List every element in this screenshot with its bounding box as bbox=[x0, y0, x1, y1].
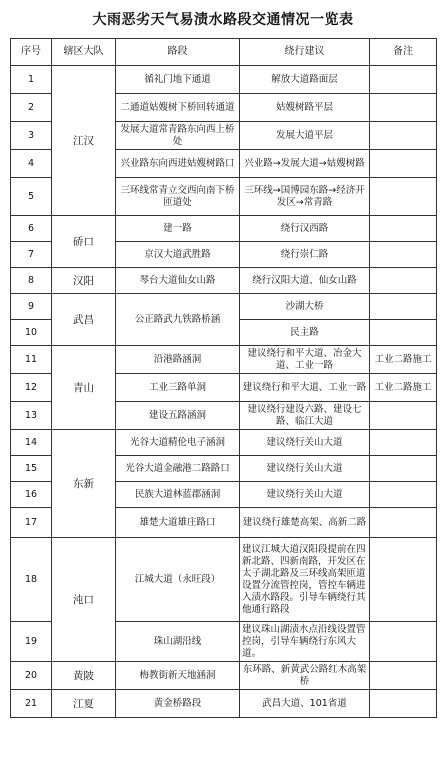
detour-cell: 建议绕行和平大道、工业一路 bbox=[240, 374, 370, 402]
detour-cell: 民主路 bbox=[240, 320, 370, 346]
district-cell: 东新 bbox=[52, 430, 116, 538]
road-cell: 琴台大道仙女山路 bbox=[116, 268, 240, 294]
row-no: 10 bbox=[11, 320, 52, 346]
note-cell bbox=[370, 268, 437, 294]
note-cell bbox=[370, 508, 437, 538]
road-cell: 兴业路东向西进姑嫂树路口 bbox=[116, 150, 240, 178]
row-no: 12 bbox=[11, 374, 52, 402]
row-no: 16 bbox=[11, 482, 52, 508]
table-row bbox=[11, 216, 437, 242]
row-no: 14 bbox=[11, 430, 52, 456]
road-cell: 沿港路涵洞 bbox=[116, 346, 240, 374]
note-cell bbox=[370, 150, 437, 178]
district-cell: 青山 bbox=[52, 346, 116, 430]
row-no: 19 bbox=[11, 622, 52, 662]
detour-cell: 绕行崇仁路 bbox=[240, 242, 370, 268]
district-cell: 沌口 bbox=[52, 538, 116, 662]
road-cell: 三环线常青立交西向南下桥匝道处 bbox=[116, 178, 240, 216]
road-cell: 光谷大道金融港二路路口 bbox=[116, 456, 240, 482]
note-cell bbox=[370, 94, 437, 122]
detour-cell: 建议绕行关山大道 bbox=[240, 456, 370, 482]
note-cell: 工业二路施工 bbox=[370, 346, 437, 374]
road-cell: 京汉大道武胜路 bbox=[116, 242, 240, 268]
note-cell bbox=[370, 242, 437, 268]
note-cell: 工业二路施工 bbox=[370, 374, 437, 402]
note-cell bbox=[370, 622, 437, 662]
traffic-table bbox=[10, 38, 437, 718]
row-no: 17 bbox=[11, 508, 52, 538]
district-cell: 江夏 bbox=[52, 690, 116, 718]
detour-cell: 绕行汉西路 bbox=[240, 216, 370, 242]
table-row bbox=[11, 346, 437, 374]
detour-cell: 建议绕行关山大道 bbox=[240, 430, 370, 456]
detour-cell: 兴业路→发展大道→姑嫂树路 bbox=[240, 150, 370, 178]
detour-cell: 武昌大道、101省道 bbox=[240, 690, 370, 718]
district-cell: 江汉 bbox=[52, 66, 116, 216]
table-row bbox=[11, 66, 437, 94]
table-row bbox=[11, 690, 437, 718]
table-row bbox=[11, 294, 437, 320]
detour-cell: 建议珠山湖渍水点沿线设置管控岗，引导车辆绕行东风大道。 bbox=[240, 622, 370, 662]
header-district: 辖区大队 bbox=[52, 39, 116, 66]
detour-cell: 三环线→国博园东路→经济开发区→常青路 bbox=[240, 178, 370, 216]
note-cell bbox=[370, 66, 437, 94]
road-cell: 民族大道林蓝郡涵洞 bbox=[116, 482, 240, 508]
row-no: 8 bbox=[11, 268, 52, 294]
note-cell bbox=[370, 662, 437, 690]
note-cell bbox=[370, 320, 437, 346]
row-no: 15 bbox=[11, 456, 52, 482]
note-cell bbox=[370, 122, 437, 150]
row-no: 7 bbox=[11, 242, 52, 268]
road-cell: 雄楚大道雄庄路口 bbox=[116, 508, 240, 538]
road-cell: 发展大道常青路东向西上桥处 bbox=[116, 122, 240, 150]
detour-cell: 东环路、新黄武公路红木高架桥 bbox=[240, 662, 370, 690]
row-no: 6 bbox=[11, 216, 52, 242]
road-cell: 光谷大道精伦电子涵洞 bbox=[116, 430, 240, 456]
row-no: 20 bbox=[11, 662, 52, 690]
page-title: 大雨恶劣天气易渍水路段交通情况一览表 bbox=[92, 12, 354, 28]
row-no: 9 bbox=[11, 294, 52, 320]
row-no: 18 bbox=[11, 538, 52, 622]
row-no: 3 bbox=[11, 122, 52, 150]
header-note: 备注 bbox=[370, 39, 437, 66]
table-header-row bbox=[11, 39, 437, 66]
road-cell: 建设五路涵洞 bbox=[116, 402, 240, 430]
detour-cell: 建议绕行建设六路、建设七路、临江大道 bbox=[240, 402, 370, 430]
table-row bbox=[11, 662, 437, 690]
road-cell: 循礼门地下通道 bbox=[116, 66, 240, 94]
note-cell bbox=[370, 216, 437, 242]
road-cell: 工业三路单洞 bbox=[116, 374, 240, 402]
detour-cell: 姑嫂树路平层 bbox=[240, 94, 370, 122]
detour-cell: 解放大道路面层 bbox=[240, 66, 370, 94]
note-cell bbox=[370, 538, 437, 622]
table-row bbox=[11, 538, 437, 622]
road-cell: 公正路武九铁路桥涵 bbox=[116, 294, 240, 346]
header-no: 序号 bbox=[11, 39, 52, 66]
row-no: 13 bbox=[11, 402, 52, 430]
district-cell: 硚口 bbox=[52, 216, 116, 268]
row-no: 21 bbox=[11, 690, 52, 718]
row-no: 1 bbox=[11, 66, 52, 94]
road-cell: 梅教街新天地涵洞 bbox=[116, 662, 240, 690]
note-cell bbox=[370, 690, 437, 718]
header-road: 路段 bbox=[116, 39, 240, 66]
row-no: 4 bbox=[11, 150, 52, 178]
district-cell: 黄陂 bbox=[52, 662, 116, 690]
detour-cell: 建议江城大道汉阳段提前在四新北路、四新南路，开发区在太子湖北路及三环线高架匝道设置分流管控岗，管控车辆进入渍水路段。引导车辆绕行其他通行路段 bbox=[240, 538, 370, 622]
note-cell bbox=[370, 178, 437, 216]
road-cell: 珠山湖沿线 bbox=[116, 622, 240, 662]
note-cell bbox=[370, 294, 437, 320]
header-detour: 绕行建议 bbox=[240, 39, 370, 66]
detour-cell: 绕行汉阳大道、仙女山路 bbox=[240, 268, 370, 294]
row-no: 2 bbox=[11, 94, 52, 122]
row-no: 11 bbox=[11, 346, 52, 374]
note-cell bbox=[370, 430, 437, 456]
detour-cell: 建议绕行关山大道 bbox=[240, 482, 370, 508]
note-cell bbox=[370, 456, 437, 482]
detour-cell: 发展大道平层 bbox=[240, 122, 370, 150]
district-cell: 武昌 bbox=[52, 294, 116, 346]
road-cell: 建一路 bbox=[116, 216, 240, 242]
detour-cell: 建议绕行和平大道、冶金大道、工业一路 bbox=[240, 346, 370, 374]
table-row bbox=[11, 430, 437, 456]
road-cell: 黄金桥路段 bbox=[116, 690, 240, 718]
detour-cell: 建议绕行雄楚高架、高新二路 bbox=[240, 508, 370, 538]
note-cell bbox=[370, 482, 437, 508]
road-cell: 二通道姑嫂树下桥回转通道 bbox=[116, 94, 240, 122]
note-cell bbox=[370, 402, 437, 430]
district-cell: 汉阳 bbox=[52, 268, 116, 294]
detour-cell: 沙湖大桥 bbox=[240, 294, 370, 320]
road-cell: 江城大道（永旺段） bbox=[116, 538, 240, 622]
table-row bbox=[11, 268, 437, 294]
row-no: 5 bbox=[11, 178, 52, 216]
